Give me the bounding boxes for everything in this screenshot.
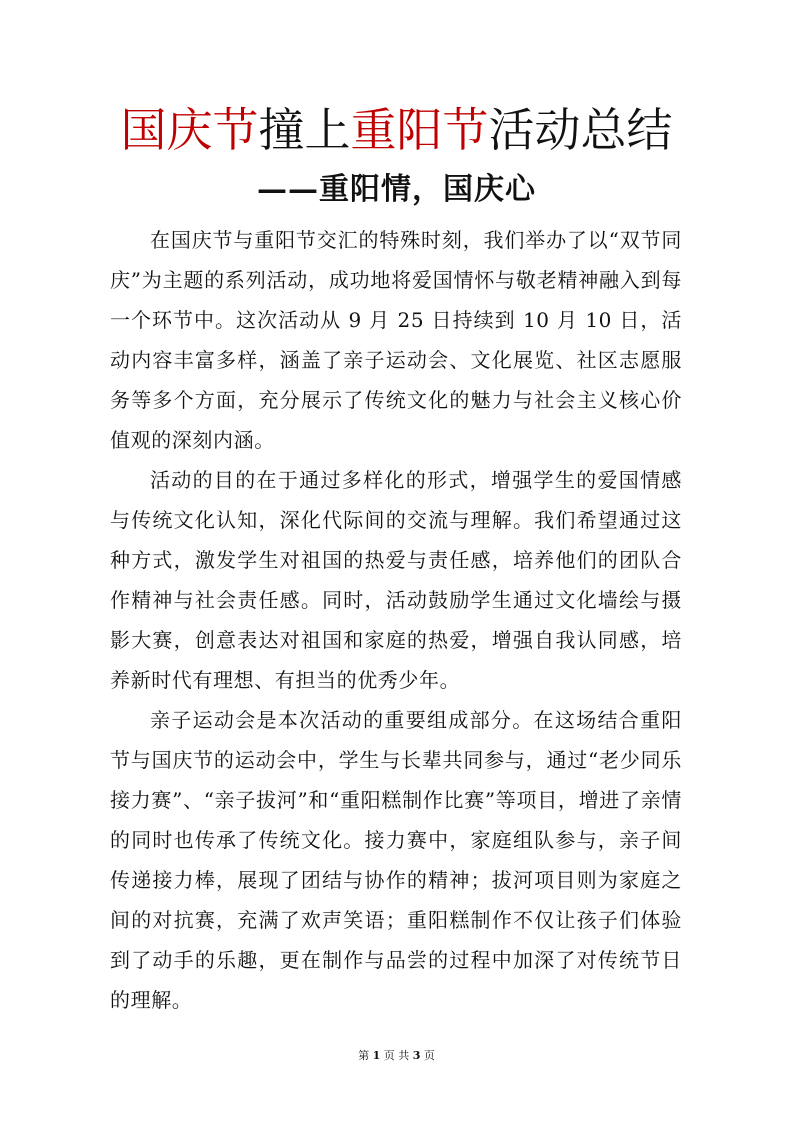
paragraph-sports-meet: 亲子运动会是本次活动的重要组成部分。在这场结合重阳节与国庆节的运动会中，学生与长辈共同参与，通过“老少同乐接力赛”、“亲子拔河”和“重阳糕制作比赛”等项目，增进了亲情的同时也传承了传统文化。接力赛中，家庭组队参与，亲子间传递接力棒，展现了团结与协作的精神；拔河项目则为家庭之间的对抗赛，充满了欢声笑语；重阳糕制作不仅让孩子们体验到了动手的乐趣，更在制作与品尝的过程中加深了对传统节日的理解。 bbox=[110, 708, 682, 1012]
document-title bbox=[0, 100, 793, 160]
footer-prefix: 第 bbox=[358, 1049, 370, 1062]
document-body bbox=[110, 220, 682, 1020]
title-part-meets: 撞上 bbox=[258, 103, 351, 157]
paragraph-intro: 在国庆节与重阳节交汇的特殊时刻，我们举办了以“双节同庆”为主题的系列活动，成功地将爱国情怀与敬老精神融入到每一个环节中。这次活动从 9 月 25 日持续到 10 月 10 日，活动内容丰富多样，涵盖了亲子运动会、文化展览、社区志愿服务等多个方面，充分展示了传统文化的魅力与社会主义核心价值观的深刻内涵。 bbox=[110, 228, 682, 452]
paragraph-purpose: 活动的目的在于通过多样化的形式，增强学生的爱国情感与传统文化认知，深化代际间的交流与理解。我们希望通过这种方式，激发学生对祖国的热爱与责任感，培养他们的团队合作精神与社会责任感。同时，活动鼓励学生通过文化墙绘与摄影大赛，创意表达对祖国和家庭的热爱，增强自我认同感，培养新时代有理想、有担当的优秀少年。 bbox=[110, 468, 682, 692]
document-subtitle: ——重阳情，国庆心 bbox=[257, 172, 536, 207]
title-part-double-ninth: 重阳节 bbox=[350, 103, 489, 157]
title-part-summary: 活动总结 bbox=[488, 103, 673, 157]
footer-suffix: 页 bbox=[423, 1049, 435, 1062]
title-part-national-day: 国庆节 bbox=[120, 103, 259, 157]
footer-middle: 页 共 bbox=[383, 1049, 410, 1062]
footer-total-pages: 3 bbox=[412, 1049, 421, 1062]
page-footer bbox=[0, 1048, 793, 1064]
footer-current-page: 1 bbox=[372, 1049, 381, 1062]
